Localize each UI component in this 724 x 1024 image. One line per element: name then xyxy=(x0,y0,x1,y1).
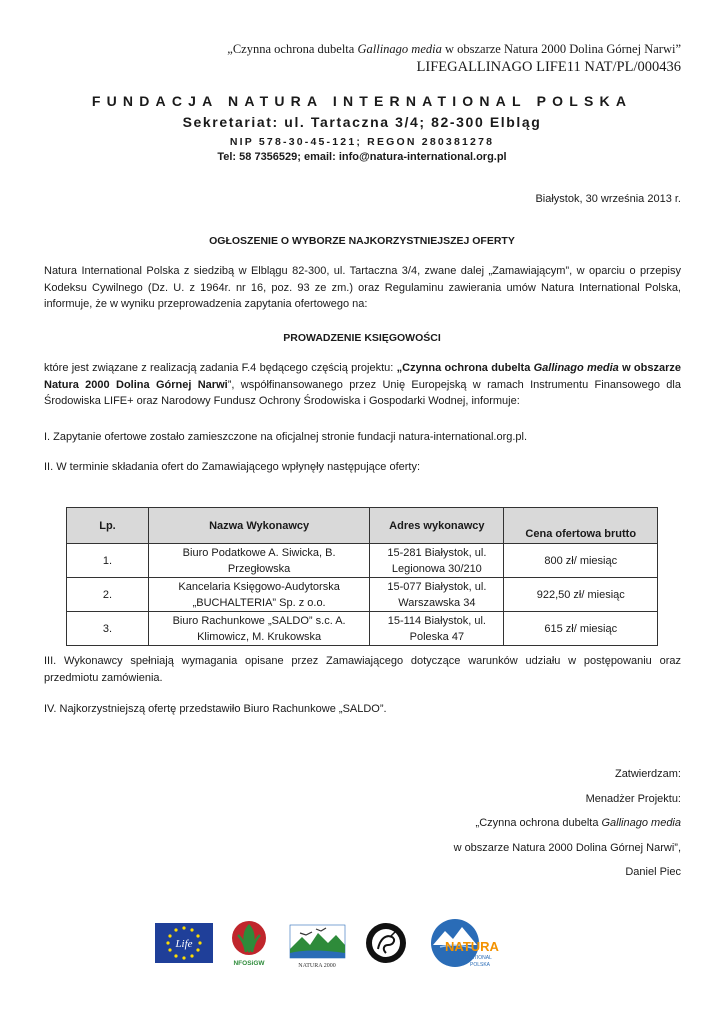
natura-international-logo xyxy=(431,919,500,968)
point-three: III. Wykonawcy spełniają wymagania opisane przez Zamawiającego dotyczące warunków udziału w postępowaniu oraz przedmiotu zamówienia. xyxy=(44,655,681,684)
cell-price: 922,50 zł/ miesiąc xyxy=(504,578,658,612)
natura-pl-text: POLSKA xyxy=(469,962,491,968)
organization-name: FUNDACJA NATURA INTERNATIONAL POLSKA xyxy=(91,93,633,109)
project-header-line: „Czynna ochrona dubelta Gallinago media w obszarze Natura 2000 Dolina Górnej Narwi” xyxy=(227,42,681,56)
point-four: IV. Najkorzystniejszą ofertę przedstawiło Biuro Rachunkowe „SALDO”. xyxy=(44,703,387,715)
cell-address: 15-114 Białystok, ul. Poleska 47 xyxy=(370,612,504,646)
cell-price: 615 zł/ miesiąc xyxy=(504,612,658,646)
point-two: II. W terminie składania ofert do Zamawiającego wpłynęły następujące oferty: xyxy=(44,461,421,473)
signature-role: Menadżer Projektu: xyxy=(585,793,681,805)
organization-address: Sekretariat: ul. Tartaczna 3/4; 82-300 Elbląg xyxy=(182,114,542,130)
signature-name: Daniel Piec xyxy=(625,866,681,878)
nfosigw-logo xyxy=(232,921,266,967)
cell-name: Kancelaria Księgowo-Audytorska „BUCHALTERIA” Sp. z o.o. xyxy=(148,578,369,612)
cell-lp: 1. xyxy=(67,544,149,578)
table-row xyxy=(67,612,658,646)
organization-nip-regon: NIP 578-30-45-121; REGON 280381278 xyxy=(229,136,495,148)
intro-paragraph: Natura International Polska z siedzibą w Elblągu 82-300, ul. Tartaczna 3/4, zwane dalej „Zamawiającym”, w oparciu o przepisy Kodeksu Cywilnego (Dz. U. z 1964r. nr 16, poz. 93 ze zm.) oraz Regulaminu zawierania umów Natura International Polska, informuje, że w wyniku przeprowadzenia zapytania ofertowego na: xyxy=(44,265,681,310)
signature-project-line2: w obszarze Natura 2000 Dolina Górnej Narwi”, xyxy=(453,842,681,854)
task-paragraph: które jest związane z realizacją zadania F.4 będącego częścią projektu: „Czynna ochrona dubelta Gallinago media w obszarze Natura 2000 Dolina Górnej Narwi”, współfinansowanego przez Unię Europejską w ramach Instrumentu Finansowego dla Środowiska LIFE+ oraz Narodowy Fundusz Ochrony Środowiska i Gospodarki Wodnej, informuje: xyxy=(44,362,682,407)
cell-address: 15-281 Białystok, ul. Legionowa 30/210 xyxy=(370,544,504,578)
organization-contact: Tel: 58 7356529; email: info@natura-international.org.pl xyxy=(217,151,507,163)
natura-big-text: NATURA xyxy=(445,939,499,954)
offers-table xyxy=(66,507,658,646)
cell-lp: 2. xyxy=(67,578,149,612)
natura-intl-text: INTERNATIONAL xyxy=(452,955,492,961)
signature-approve: Zatwierdzam: xyxy=(614,768,681,780)
document-date: Białystok, 30 września 2013 r. xyxy=(535,193,681,205)
sponsor-logos xyxy=(150,915,570,970)
header-address: Adres wykonawcy xyxy=(370,508,504,544)
header-lp: Lp. xyxy=(67,508,149,544)
document-title: OGŁOSZENIE O WYBORZE NAJKORZYSTNIEJSZEJ OFERTY xyxy=(209,235,515,247)
table-row xyxy=(67,578,658,612)
natura2000-text: NATURA 2000 xyxy=(298,963,336,969)
project-code: LIFEGALLINAGO LIFE11 NAT/PL/000436 xyxy=(416,59,681,75)
nfosigw-text: NFOSiGW xyxy=(233,960,265,967)
header-name: Nazwa Wykonawcy xyxy=(148,508,369,544)
life-text: Life xyxy=(175,938,193,950)
header-price: Cena ofertowa brutto xyxy=(504,508,658,544)
table-header-row xyxy=(67,508,658,544)
cell-lp: 3. xyxy=(67,612,149,646)
subject-heading: PROWADZENIE KSIĘGOWOŚCI xyxy=(283,332,441,344)
eu-life-logo xyxy=(155,923,213,963)
signature-project-line1: „Czynna ochrona dubelta Gallinago media xyxy=(475,817,681,829)
point-one: I. Zapytanie ofertowe zostało zamieszczone na oficjalnej stronie fundacji natura-international.org.pl. xyxy=(44,431,528,443)
cell-name: Biuro Podatkowe A. Siwicka, B. Przegłowska xyxy=(148,544,369,578)
cell-address: 15-077 Białystok, ul. Warszawska 34 xyxy=(370,578,504,612)
cell-price: 800 zł/ miesiąc xyxy=(504,544,658,578)
society-emblem-logo xyxy=(366,923,406,963)
natura2000-logo xyxy=(290,925,345,969)
cell-name: Biuro Rachunkowe „SALDO” s.c. A. Klimowicz, M. Krukowska xyxy=(148,612,369,646)
table-row xyxy=(67,544,658,578)
